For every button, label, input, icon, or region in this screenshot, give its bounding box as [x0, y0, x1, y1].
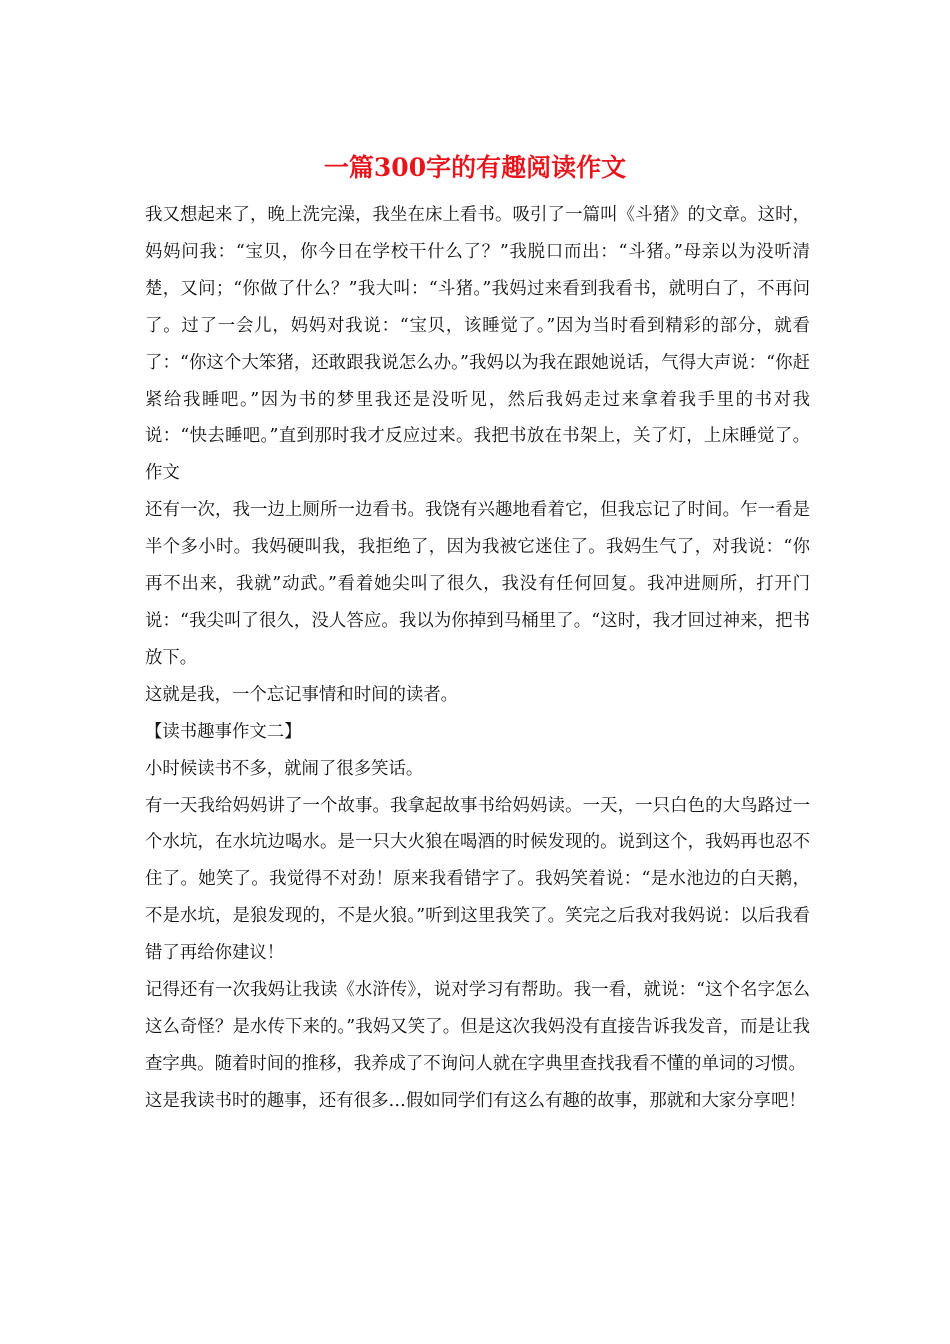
paragraph-3: 这就是我，一个忘记事情和时间的读者。: [145, 684, 459, 705]
paragraph-5: 小时候读书不多，就闹了很多笑话。: [145, 758, 424, 779]
section-heading: 【读书趣事作文二】: [145, 721, 302, 742]
paragraph-8: 这是我读书时的趣事，还有很多…假如同学们有这么有趣的故事，那就和大家分享吧！: [145, 1090, 806, 1111]
paragraph-2: 还有一次，我一边上厕所一边看书。我饶有兴趣地看着它，但我忘记了时间。乍一看是半个多小时。我妈硬叫我，我拒绝了，因为我被它迷住了。我妈生气了，对我说：“你再不出来，我就”动武。”看着她尖叫了很久，我没有任何回复。我冲进厕所，打开门说：“我尖叫了很久，没人答应。我以为你掉到马桶里了。“这时，我才回过神来，把书放下。: [145, 500, 810, 668]
document-body: [145, 197, 810, 1120]
document-title: 一篇300字的有趣阅读作文: [323, 153, 627, 182]
paragraph-1: 我又想起来了，晚上洗完澡，我坐在床上看书。吸引了一篇叫《斗猪》的文章。这时，妈妈问我：“宝贝，你今日在学校干什么了？”我脱口而出：“斗猪。”母亲以为没听清楚，又问；“你做了什么？”我大叫：“斗猪。”我妈过来看到我看书，就明白了，不再问了。过了一会儿，妈妈对我说：“宝贝，该睡觉了。”因为当时看到精彩的部分，就看了：“你这个大笨猪，还敢跟我说怎么办。”我妈以为我在跟她说话，气得大声说：“你赶紧给我睡吧。”因为书的梦里我还是没听见，然后我妈走过来拿着我手里的书对我说：“快去睡吧。”直到那时我才反应过来。我把书放在书架上，关了灯，上床睡觉了。作文: [145, 205, 810, 484]
paragraph-7: 记得还有一次我妈让我读《水浒传》，说对学习有帮助。我一看，就说：“这个名字怎么这么奇怪？是水传下来的。”我妈又笑了。但是这次我妈没有直接告诉我发音，而是让我查字典。随着时间的推移，我养成了不询问人就在字典里查找我看不懂的单词的习惯。: [145, 980, 810, 1074]
paragraph-6: 有一天我给妈妈讲了一个故事。我拿起故事书给妈妈读。一天，一只白色的大鸟路过一个水坑，在水坑边喝水。是一只大火狼在喝酒的时候发现的。说到这个，我妈再也忍不住了。她笑了。我觉得不对劲！原来我看错字了。我妈笑着说：“是水池边的白天鹅，不是水坑，是狼发现的，不是火狼。”听到这里我笑了。笑完之后我对我妈说：以后我看错了再给你建议！: [145, 795, 810, 964]
